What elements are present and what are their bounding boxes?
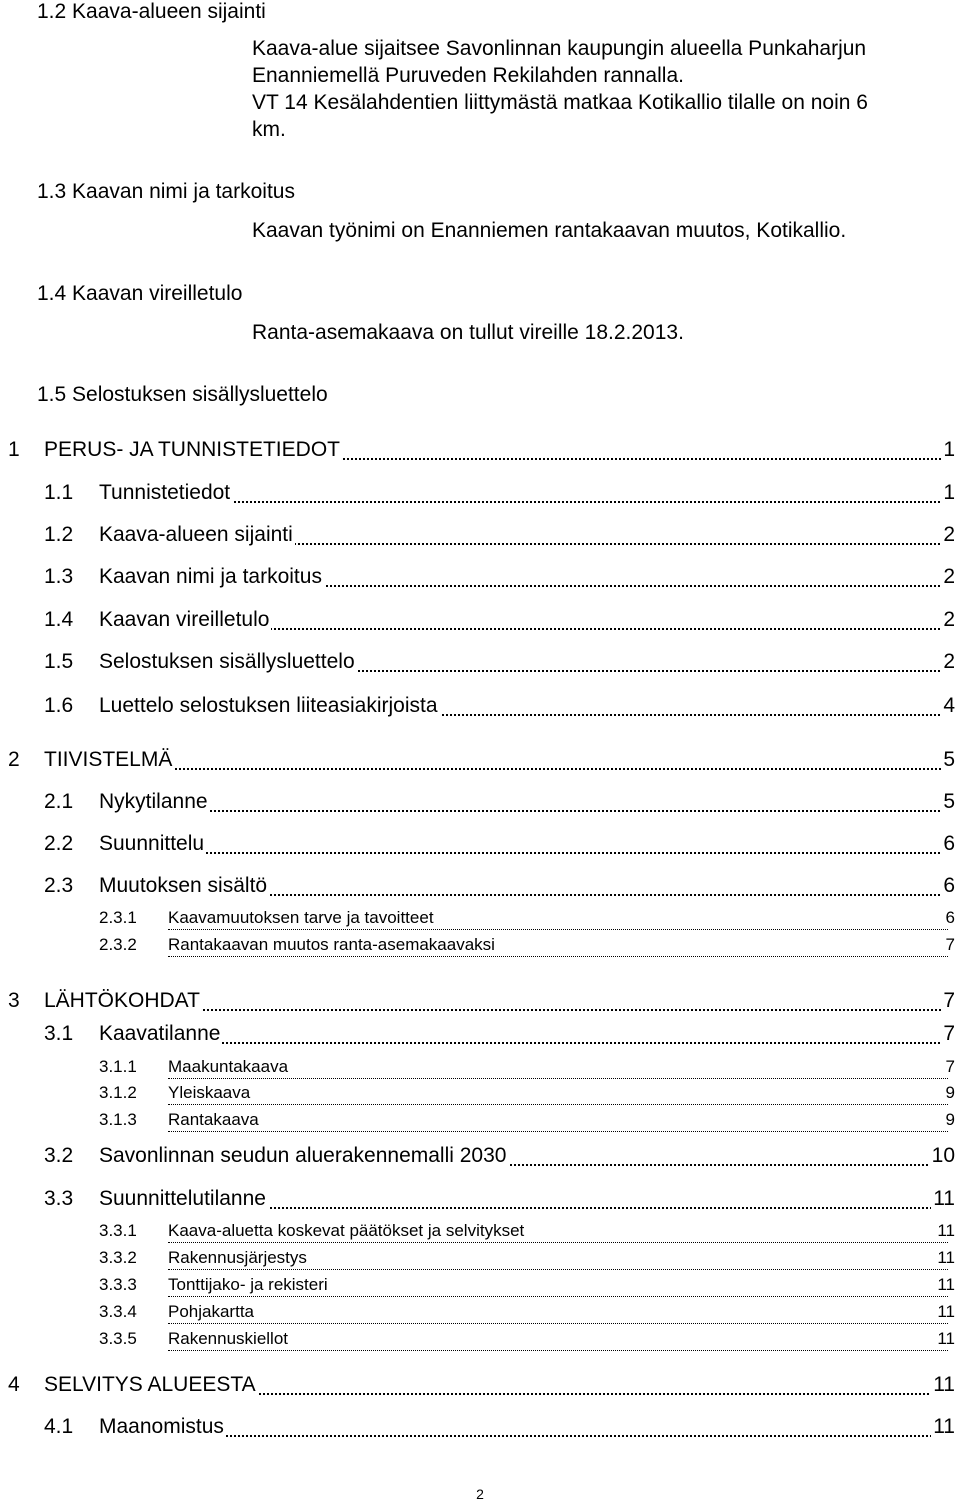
toc-entry-number: 3.3.2 [99, 1248, 137, 1267]
toc-entry-number: 2.3 [44, 874, 74, 897]
toc-entry-label: Kaava-alueen sijainti [99, 523, 293, 546]
toc-entry[interactable] [0, 1083, 960, 1109]
toc-entry-page: 7 [943, 1022, 955, 1045]
toc-entry-page: 6 [945, 908, 955, 927]
toc-entry-number: 3 [8, 989, 20, 1012]
toc-entry[interactable] [0, 1415, 960, 1441]
toc-entry[interactable] [0, 608, 960, 634]
toc-entry-label: Tunnistetiedot [99, 481, 231, 504]
toc-entry-label: Yleiskaava [168, 1083, 251, 1102]
section-text-1-4 [252, 319, 952, 346]
text-line: Kaava-alue sijaitsee Savonlinnan kaupungin alueella Punkaharjun [252, 37, 867, 60]
toc-entry[interactable] [0, 1057, 960, 1083]
toc-entry-page: 2 [943, 565, 955, 588]
toc-entry-page: 11 [937, 1329, 955, 1348]
toc-entry[interactable] [0, 438, 960, 464]
toc-leader-dots [168, 1296, 948, 1297]
toc-entry[interactable] [0, 874, 960, 900]
toc-entry-number: 3.1.2 [99, 1083, 137, 1102]
toc-entry[interactable] [0, 1221, 960, 1247]
toc-entry-page: 11 [937, 1302, 955, 1321]
toc-entry-label: PERUS- JA TUNNISTETIEDOT [44, 438, 340, 461]
toc-entry-label: Rakennuskiellot [168, 1329, 289, 1348]
toc-entry-label: Kaavatilanne [99, 1022, 221, 1045]
toc-entry-label: Muutoksen sisältö [99, 874, 268, 897]
toc-entry-number: 1.4 [44, 608, 74, 631]
toc-entry[interactable] [0, 1275, 960, 1301]
toc-entry[interactable] [0, 694, 960, 720]
text-line: Ranta-asemakaava on tullut vireille 18.2.2013. [252, 321, 684, 344]
toc-entry[interactable] [0, 1187, 960, 1213]
toc-entry-number: 2.2 [44, 832, 74, 855]
text-line: Enanniemellä Puruveden Rekilahden rannalla. [252, 64, 684, 87]
toc-entry-label: Tonttijako- ja rekisteri [168, 1275, 328, 1294]
toc-entry-number: 3.3 [44, 1187, 74, 1210]
toc-entry[interactable] [0, 481, 960, 507]
toc-entry[interactable] [0, 1373, 960, 1399]
toc-leader-dots [99, 852, 948, 854]
toc-entry-label: Pohjakartta [168, 1302, 254, 1321]
toc-leader-dots [168, 956, 948, 957]
toc-entry[interactable] [0, 832, 960, 858]
toc-entry-label: Suunnittelutilanne [99, 1187, 266, 1210]
toc-leader-dots [168, 1323, 948, 1324]
toc-entry-number: 1.2 [44, 523, 74, 546]
toc-entry-page: 4 [943, 694, 955, 717]
toc-entry-number: 4.1 [44, 1415, 74, 1438]
toc-entry-page: 5 [943, 790, 955, 813]
toc-entry[interactable] [0, 523, 960, 549]
toc-entry-label: Selostuksen sisällysluettelo [99, 650, 355, 673]
toc-entry-number: 1.1 [44, 481, 74, 504]
toc-entry-page: 1 [943, 481, 955, 504]
toc-entry-label: Rakennusjärjestys [168, 1248, 307, 1267]
section-text-1-3 [252, 217, 952, 244]
toc-entry[interactable] [0, 1329, 960, 1355]
toc-entry-number: 3.1.3 [99, 1110, 137, 1129]
toc-entry-label: Nykytilanne [99, 790, 208, 813]
toc-entry-page: 11 [937, 1221, 955, 1240]
toc-entry-page: 10 [931, 1144, 955, 1167]
toc-entry-number: 2.3.1 [99, 908, 137, 927]
toc-entry-page: 11 [933, 1187, 955, 1210]
toc-entry-label: TIIVISTELMÄ [44, 748, 173, 771]
toc-entry-number: 3.3.3 [99, 1275, 137, 1294]
toc-entry-page: 7 [943, 989, 955, 1012]
toc-entry-label: Suunnittelu [99, 832, 205, 855]
toc-entry-number: 3.3.1 [99, 1221, 137, 1240]
toc-leader-dots [168, 1104, 948, 1105]
toc-entry-number: 3.1.1 [99, 1057, 137, 1076]
toc-entry-number: 1.3 [44, 565, 74, 588]
toc-entry-label: Kaavamuutoksen tarve ja tavoitteet [168, 908, 434, 927]
toc-entry-page: 6 [943, 874, 955, 897]
toc-entry-label: Rantakaavan muutos ranta-asemakaavaksi [168, 935, 495, 954]
toc-entry-page: 2 [943, 523, 955, 546]
toc-entry-number: 2.3.2 [99, 935, 137, 954]
toc-entry-number: 3.1 [44, 1022, 74, 1045]
toc-entry[interactable] [0, 1110, 960, 1136]
toc-entry-label: Maanomistus [99, 1415, 224, 1438]
toc-entry-page: 11 [933, 1373, 955, 1396]
toc-leader-dots [168, 1242, 948, 1243]
toc-entry[interactable] [0, 790, 960, 816]
toc-entry-number: 3.2 [44, 1144, 74, 1167]
toc-entry[interactable] [0, 565, 960, 591]
toc-entry-label: Rantakaava [168, 1110, 259, 1129]
toc-entry[interactable] [0, 1302, 960, 1328]
toc-entry-label: Kaavan vireilletulo [99, 608, 270, 631]
toc-entry[interactable] [0, 989, 960, 1015]
section-heading-1-3: 1.3 Kaavan nimi ja tarkoitus [37, 180, 295, 203]
toc-entry-label: Kaavan nimi ja tarkoitus [99, 565, 322, 588]
toc-leader-dots [44, 768, 948, 770]
toc-entry-page: 9 [945, 1083, 955, 1102]
toc-entry[interactable] [0, 748, 960, 774]
toc-entry-number: 1 [8, 438, 20, 461]
section-heading-1-2: 1.2 Kaava-alueen sijainti [37, 0, 266, 23]
toc-leader-dots [99, 1042, 948, 1044]
toc-entry[interactable] [0, 908, 960, 934]
toc-leader-dots [168, 1131, 948, 1132]
toc-entry[interactable] [0, 1022, 960, 1048]
toc-entry-number: 4 [8, 1373, 20, 1396]
toc-entry-number: 3.3.4 [99, 1302, 137, 1321]
text-line: Kaavan työnimi on Enanniemen rantakaavan muutos, Kotikallio. [252, 219, 847, 242]
toc-entry-page: 2 [943, 608, 955, 631]
toc-entry-page: 7 [945, 935, 955, 954]
toc-entry-page: 9 [945, 1110, 955, 1129]
toc-entry[interactable] [0, 935, 960, 961]
toc-leader-dots [168, 929, 948, 930]
toc-leader-dots [168, 1269, 948, 1270]
toc-entry-label: LÄHTÖKOHDAT [44, 989, 200, 1012]
toc-entry-number: 1.5 [44, 650, 74, 673]
toc-entry-number: 1.6 [44, 694, 74, 717]
toc-entry[interactable] [0, 650, 960, 676]
toc-entry-page: 5 [943, 748, 955, 771]
toc-entry-number: 3.3.5 [99, 1329, 137, 1348]
toc-entry-label: SELVITYS ALUEESTA [44, 1373, 256, 1396]
toc-entry-page: 11 [933, 1415, 955, 1438]
section-text-1-2 [252, 35, 952, 143]
toc-entry-page: 2 [943, 650, 955, 673]
toc-entry-number: 2.1 [44, 790, 74, 813]
toc-leader-dots [99, 810, 948, 812]
section-heading-1-4: 1.4 Kaavan vireilletulo [37, 282, 243, 305]
toc-entry-label: Kaava-aluetta koskevat päätökset ja selvitykset [168, 1221, 525, 1240]
toc-entry-label: Luettelo selostuksen liiteasiakirjoista [99, 694, 438, 717]
toc-leader-dots [168, 1350, 948, 1351]
toc-entry-page: 11 [937, 1248, 955, 1267]
toc-entry-page: 7 [945, 1057, 955, 1076]
toc-leader-dots [99, 1435, 948, 1437]
toc-entry[interactable] [0, 1144, 960, 1170]
section-heading-1-5: 1.5 Selostuksen sisällysluettelo [37, 383, 328, 406]
page-number: 2 [476, 1486, 484, 1502]
toc-leader-dots [168, 1078, 948, 1079]
text-line: VT 14 Kesälahdentien liittymästä matkaa Kotikallio tilalle on noin 6 [252, 91, 868, 114]
toc-entry-page: 6 [943, 832, 955, 855]
toc-entry[interactable] [0, 1248, 960, 1274]
toc-entry-page: 11 [937, 1275, 955, 1294]
toc-entry-label: Savonlinnan seudun aluerakennemalli 2030 [99, 1144, 507, 1167]
toc-entry-label: Maakuntakaava [168, 1057, 289, 1076]
toc-entry-page: 1 [943, 438, 955, 461]
text-line: km. [252, 118, 286, 141]
toc-entry-number: 2 [8, 748, 20, 771]
